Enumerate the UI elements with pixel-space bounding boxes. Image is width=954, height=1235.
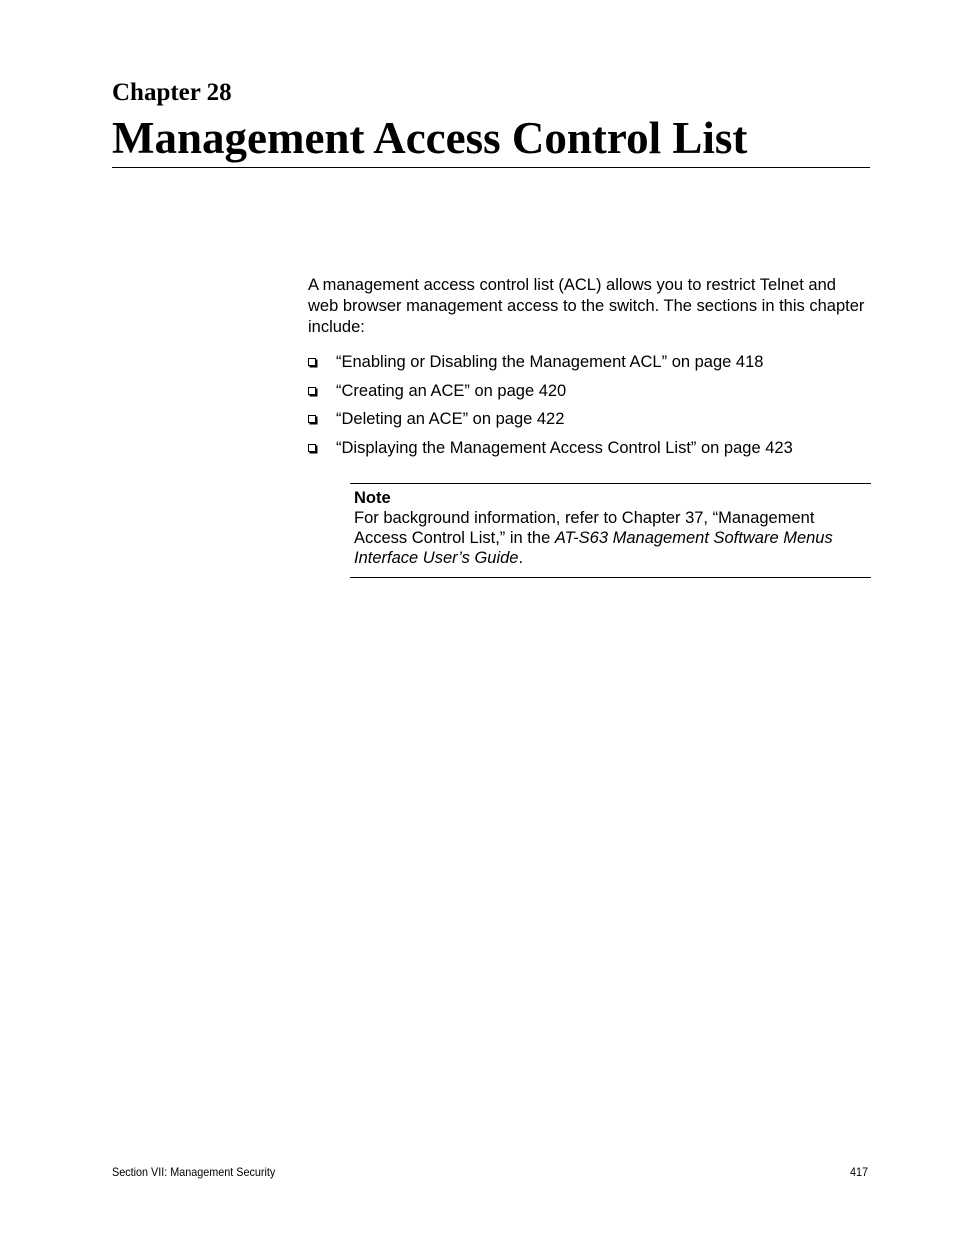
checkbox-icon <box>308 415 316 423</box>
checkbox-icon <box>308 358 316 366</box>
list-item <box>308 409 870 430</box>
list-item <box>308 381 870 402</box>
list-item-label: “Deleting an ACE” on page 422 <box>336 410 565 428</box>
chapter-title: Management Access Control List <box>112 113 748 163</box>
note-heading: Note <box>354 489 391 507</box>
list-item <box>308 438 870 459</box>
list-item <box>308 352 870 373</box>
intro-paragraph: A management access control list (ACL) allows you to restrict Telnet and web browser management access to the switch. The sections in this chapter include: <box>308 276 865 336</box>
list-item-label: “Displaying the Management Access Control List” on page 423 <box>336 438 793 457</box>
note-body <box>354 508 871 568</box>
chapter-label: Chapter 28 <box>112 79 232 106</box>
section-list <box>308 352 870 466</box>
guide-title: AT-S63 Management Software Menus Interface User’s Guide <box>354 529 833 567</box>
checkbox-icon <box>308 387 316 395</box>
note-text-end: . <box>518 549 524 567</box>
note-box <box>350 483 871 578</box>
list-item-label: “Creating an ACE” on page 420 <box>336 381 567 400</box>
footer-section: Section VII: Management Security <box>112 1165 276 1179</box>
checkbox-icon <box>308 444 316 452</box>
title-divider <box>112 167 870 168</box>
list-item-label: “Enabling or Disabling the Management ACL” on page 418 <box>336 353 764 371</box>
note-text: For background information, refer to Chapter 37, “Management Access Control List,” in the <box>354 509 815 547</box>
page-number: 417 <box>850 1165 869 1179</box>
